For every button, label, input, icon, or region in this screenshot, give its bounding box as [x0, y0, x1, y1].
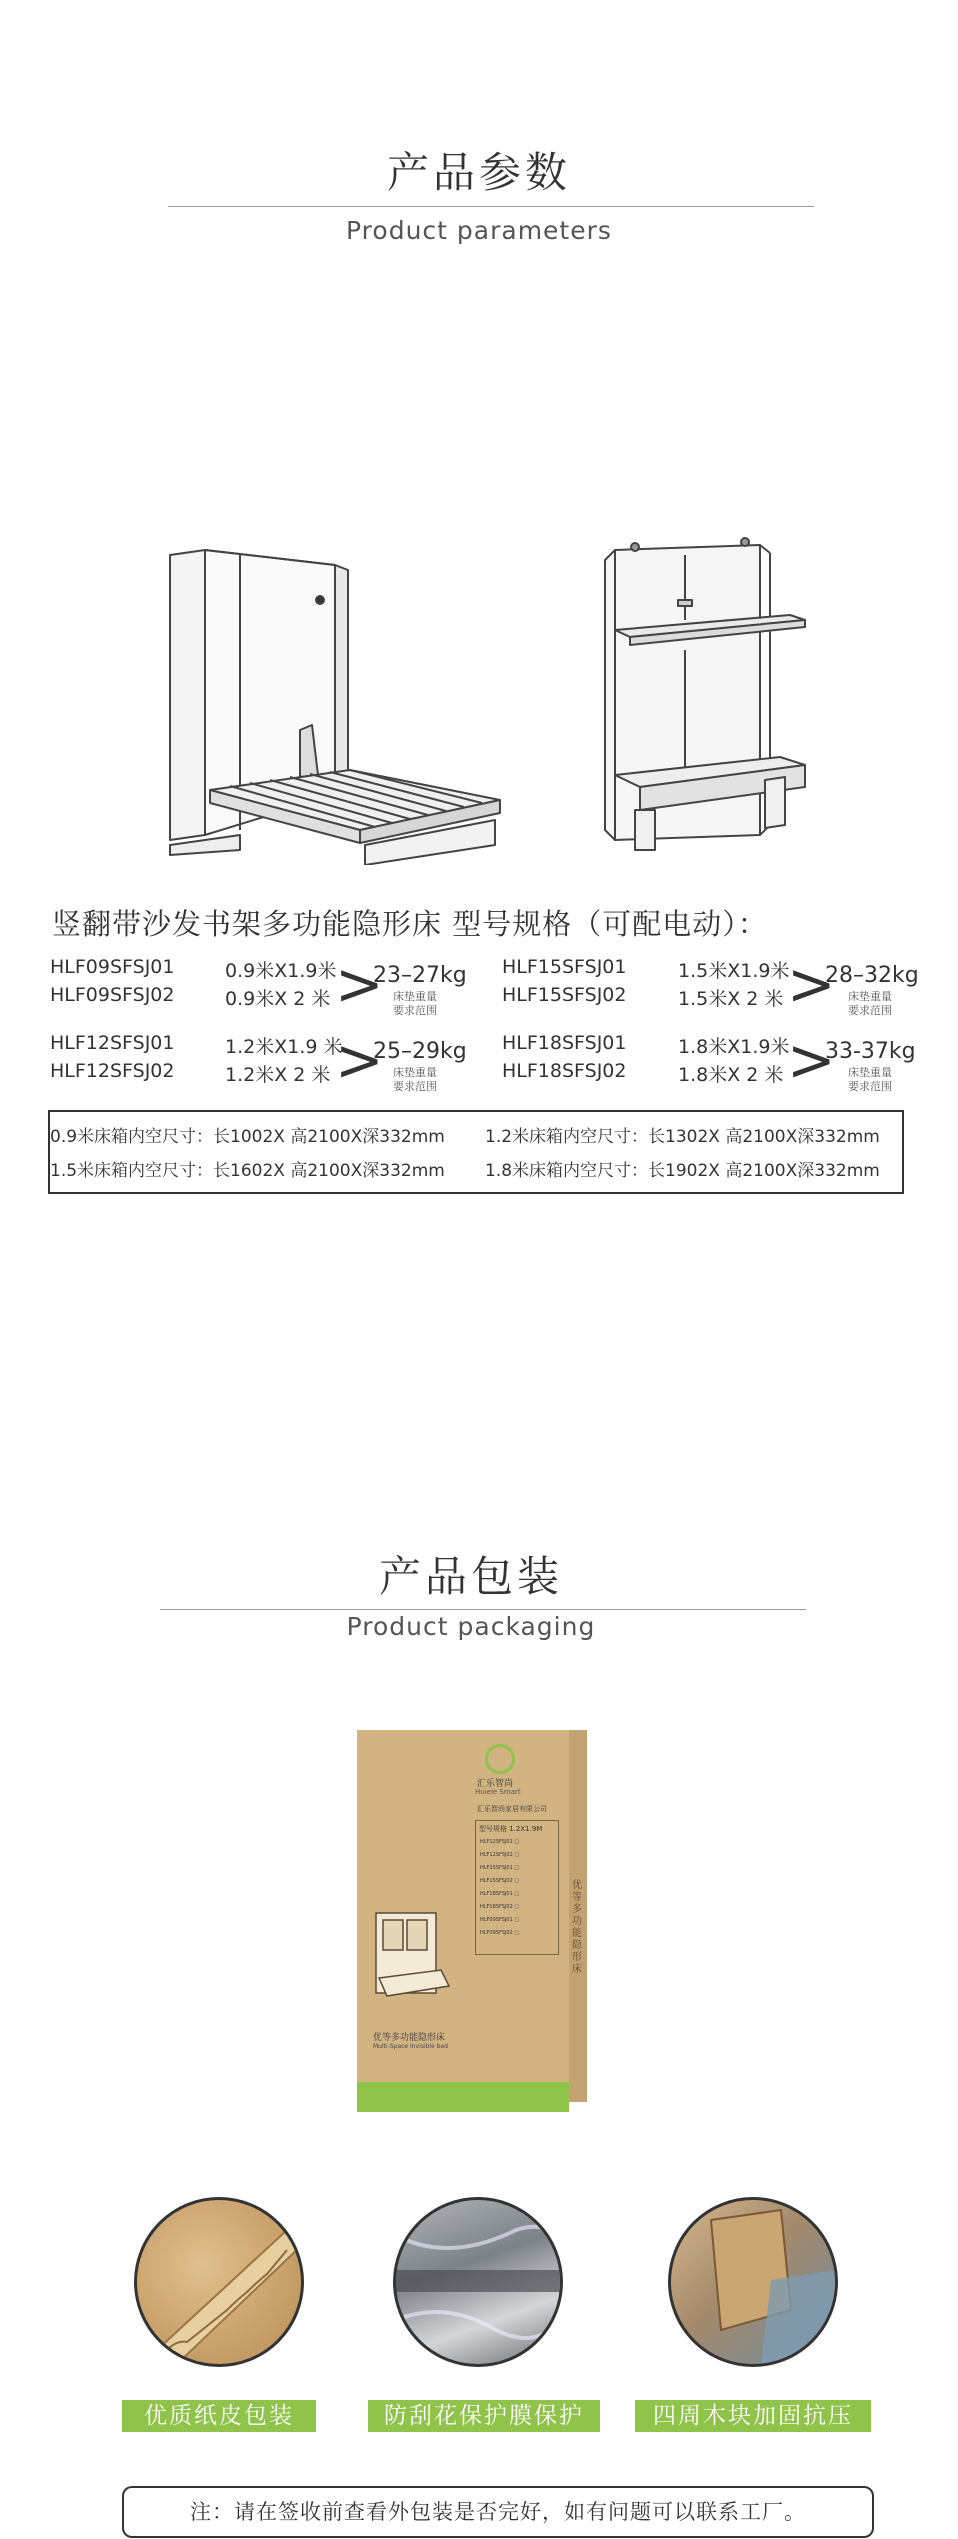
- box-green-band: [357, 2082, 569, 2112]
- box-bed-illustration: [371, 1908, 451, 2018]
- range-arrow-icon: >: [335, 950, 384, 1018]
- weight-label: 床垫重量: [848, 1066, 892, 1079]
- box-spec-row: HLF12SFSJ02 □: [480, 1852, 520, 1858]
- brand-logo-icon: [485, 1744, 515, 1774]
- weight-label: 要求范围: [848, 1004, 892, 1017]
- box-product-name: 优等多功能隐形床: [373, 2033, 446, 2043]
- feature-label: 四周木块加固抗压: [635, 2400, 871, 2432]
- dimension-text: 1.5米床箱内空尺寸：长1602X 高2100X深332mm: [50, 1161, 445, 1181]
- model-code: HLF18SFSJ01: [502, 1032, 627, 1054]
- packaging-box: [357, 1730, 587, 2112]
- box-spec-row: HLF09SFSJ02 □: [480, 1930, 520, 1936]
- model-code: HLF12SFSJ02: [50, 1060, 175, 1082]
- range-arrow-icon: >: [787, 1026, 836, 1094]
- model-code: HLF09SFSJ01: [50, 956, 175, 978]
- box-company: 汇乐智尚家居有限公司: [477, 1805, 547, 1813]
- feature-label: 防刮花保护膜保护: [368, 2400, 600, 2432]
- bed-size: 0.9米X1.9米: [225, 960, 337, 982]
- dimension-text: 1.2米床箱内空尺寸：长1302X 高2100X深332mm: [485, 1127, 880, 1147]
- bed-closed-illustration: [585, 525, 815, 855]
- params-divider: [168, 206, 814, 207]
- params-title: 产品参数: [386, 148, 571, 197]
- dimension-text: 0.9米床箱内空尺寸：长1002X 高2100X深332mm: [50, 1127, 445, 1147]
- feature-image-kraft: [134, 2197, 304, 2367]
- box-brand-en: Huiele Smart: [475, 1788, 521, 1796]
- bed-open-illustration: [150, 545, 510, 865]
- box-spec-row: HLF12SFSJ01 □: [480, 1839, 520, 1845]
- box-spec-panel: [475, 1820, 559, 1955]
- wood-block-icon: [671, 2200, 835, 2364]
- box-side-text: 优等多功能隐形床: [572, 1880, 582, 1975]
- bed-size: 0.9米X 2 米: [225, 988, 331, 1010]
- bed-size: 1.5米X1.9米: [678, 960, 790, 982]
- weight-range: 28–32kg: [825, 963, 919, 988]
- model-code: HLF09SFSJ02: [50, 984, 175, 1006]
- box-spec-title: 型号规格 1.2X1.9M: [479, 1825, 543, 1833]
- params-subtitle: Product parameters: [346, 216, 612, 245]
- bed-size: 1.8米X 2 米: [678, 1064, 784, 1086]
- model-code: HLF15SFSJ02: [502, 984, 627, 1006]
- bed-size: 1.5米X 2 米: [678, 988, 784, 1010]
- packaging-subtitle: Product packaging: [346, 1612, 596, 1641]
- bed-size: 1.8米X1.9米: [678, 1036, 790, 1058]
- range-arrow-icon: >: [787, 950, 836, 1018]
- model-code: HLF15SFSJ01: [502, 956, 627, 978]
- box-spec-row: HLF15SFSJ01 □: [480, 1865, 520, 1871]
- box-spec-row: HLF18SFSJ01 □: [480, 1891, 520, 1897]
- feature-image-film: [393, 2197, 563, 2367]
- packaging-title: 产品包装: [378, 1552, 563, 1601]
- box-spec-row: HLF18SFSJ02 □: [480, 1904, 520, 1910]
- protective-film-icon: [396, 2200, 560, 2364]
- weight-range: 25–29kg: [373, 1039, 467, 1064]
- weight-label: 要求范围: [393, 1004, 437, 1017]
- delivery-note: 注：请在签收前查看外包装是否完好，如有问题可以联系工厂。: [122, 2486, 874, 2538]
- range-arrow-icon: >: [335, 1026, 384, 1094]
- weight-range: 33-37kg: [825, 1039, 916, 1064]
- weight-label: 要求范围: [393, 1080, 437, 1093]
- weight-range: 23–27kg: [373, 963, 467, 988]
- model-code: HLF12SFSJ01: [50, 1032, 175, 1054]
- bed-size: 1.2米X1.9 米: [225, 1036, 343, 1058]
- cardboard-edge-icon: [137, 2200, 301, 2364]
- packaging-divider: [160, 1609, 806, 1610]
- box-brand: 汇乐智尚: [477, 1779, 514, 1789]
- spec-heading: 竖翻带沙发书架多功能隐形床 型号规格（可配电动）：: [52, 907, 768, 941]
- weight-label: 床垫重量: [393, 1066, 437, 1079]
- box-spec-row: HLF15SFSJ02 □: [480, 1878, 520, 1884]
- dimension-box: [48, 1110, 904, 1194]
- dimension-text: 1.8米床箱内空尺寸：长1902X 高2100X深332mm: [485, 1161, 880, 1181]
- weight-label: 床垫重量: [393, 990, 437, 1003]
- feature-label: 优质纸皮包装: [122, 2400, 316, 2432]
- weight-label: 要求范围: [848, 1080, 892, 1093]
- model-code: HLF18SFSJ02: [502, 1060, 627, 1082]
- bed-size: 1.2米X 2 米: [225, 1064, 331, 1086]
- feature-image-wood: [668, 2197, 838, 2367]
- box-spec-row: HLF09SFSJ01 □: [480, 1917, 520, 1923]
- weight-label: 床垫重量: [848, 990, 892, 1003]
- box-product-name-en: Multi-Space Invisible bed: [373, 2043, 448, 2050]
